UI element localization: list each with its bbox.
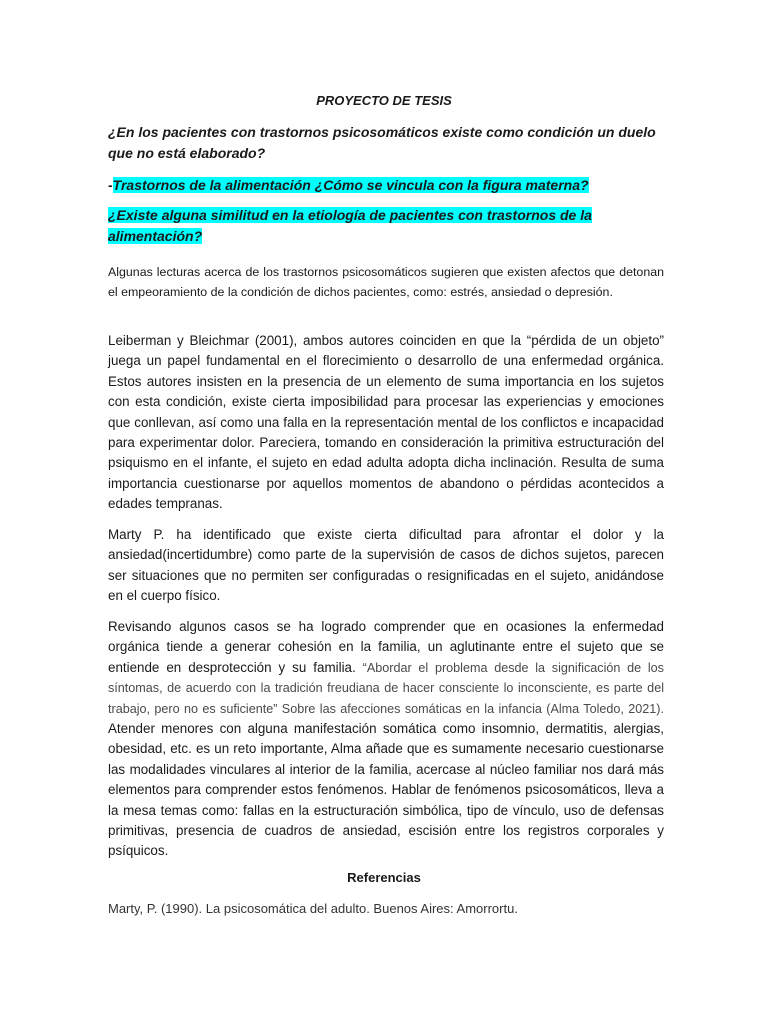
reference-item: Marty, P. (1990). La psicosomática del adulto. Buenos Aires: Amorrortu. <box>108 901 518 916</box>
question-2-prefix: - <box>108 177 113 193</box>
paragraph-2: Leiberman y Bleichmar (2001), ambos autores coinciden en que la “pérdida de un objeto” juega un papel fundamental en el florecimiento o desarrollo de una enfermedad orgánica. Estos autores insisten en la presencia de un elemento de suma importancia en los sujetos con esta condición, existe cierta imposibilidad para procesar las experiencias y emociones que conllevan, así como una falla en la representación mental de los conflictos e incapacidad para experimentar dolor. Pareciera, tomando en consideración la primitiva estructuración del psiquismo en el infante, el sujeto en edad adulta adopta dicha inclinación. Resulta de suma importancia cuestionarse por aquellos momentos de abandono o pérdidas acontecidos a edades tempranas. <box>108 333 664 512</box>
paragraph-4-end: Atender menores con alguna manifestación somática como insomnio, dermatitis, alergias, obesidad, etc. es un reto importante, Alma añade que es sumamente necesario cuestionarse las modalidades vinculares al interior de la familia, acercase al núcleo familiar nos dará más elementos para comprender estos fenómenos. Hablar de fenómenos psicosomáticos, lleva a la mesa temas como: fallas en la estructuración simbólica, tipo de vínculo, uso de defensas primitivas, presencia de cuadros de ansiedad, escisión entre los registros corporales y psíquicos. <box>108 721 664 859</box>
paragraph-4 <box>108 617 664 862</box>
research-question-1: ¿En los pacientes con trastornos psicosomáticos existe como condición un duelo que no está elaborado? <box>108 124 656 161</box>
references-heading: Referencias <box>347 870 421 885</box>
highlighted-question-3: ¿Existe alguna similitud en la etiología de pacientes con trastornos de la alimentación? <box>108 207 592 244</box>
paragraph-1: Algunas lecturas acerca de los trastornos psicosomáticos sugieren que existen afectos que detonan el empeoramiento de la condición de dichos pacientes, como: estrés, ansiedad o depresión. <box>108 265 664 299</box>
paragraph-4-quote: “Abordar el problema desde la significación de los síntomas, de acuerdo con la tradición freudiana de hacer consciente lo inconsciente, es parte del trabajo, pero no es suficiente” Sobre las afecciones somáticas en la infancia (Alma Toledo, 2021). <box>108 660 664 716</box>
research-question-2 <box>108 175 664 196</box>
paragraph-4-start: Revisando algunos casos se ha logrado comprender que en ocasiones la enfermedad orgánica tiende a generar cohesión en la familia, un aglutinante entre el sujeto que se entiende en desprotección y su familia. <box>108 619 664 675</box>
research-question-3 <box>108 205 664 247</box>
highlighted-question-2: Trastornos de la alimentación ¿Cómo se vincula con la figura materna? <box>112 177 589 193</box>
document-title: PROYECTO DE TESIS <box>316 93 452 108</box>
paragraph-3: Marty P. ha identificado que existe cierta dificultad para afrontar el dolor y la ansiedad(incertidumbre) como parte de la supervisión de casos de dichos sujetos, parecen ser situaciones que no permiten ser configuradas o resignificadas en el sujeto, anidándose en el cuerpo físico. <box>108 527 664 604</box>
